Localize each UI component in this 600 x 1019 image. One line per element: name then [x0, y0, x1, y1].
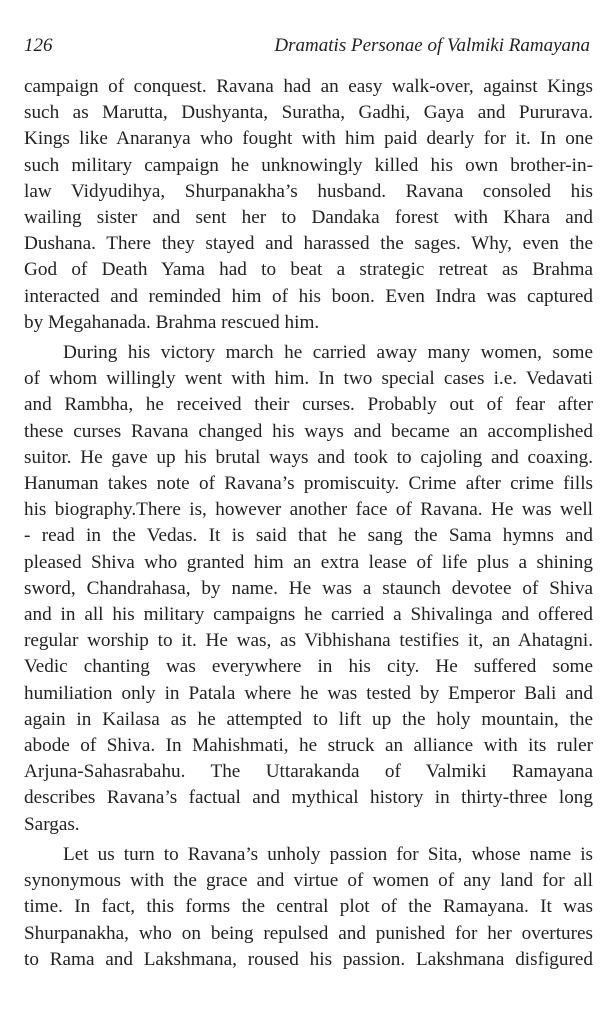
text-line: describes Ravana’s factual and mythical history in thirty-three long	[24, 787, 593, 809]
text-line: synonymous with the grace and virtue of women of any land for all	[24, 870, 593, 892]
text-line: humiliation only in Patala where he was tested by Emperor Bali and	[24, 682, 593, 704]
text-line: interacted and reminded him of his boon. Even Indra was captured	[24, 285, 593, 307]
text-line: Vedic chanting was everywhere in his city. He suffered some	[24, 656, 593, 678]
text-line: Dushana. There they stayed and harassed the sages. Why, even the	[24, 233, 593, 255]
text-line: wailing sister and sent her to Dandaka forest with Khara and	[24, 207, 593, 229]
running-title: Dramatis Personae of Valmiki Ramayana	[274, 35, 590, 56]
paragraph	[24, 74, 593, 336]
text-line: Arjuna-Sahasrabahu. The Uttarakanda of Valmiki Ramayana	[24, 761, 593, 783]
text-line: Kings like Anaranya who fought with him paid dearly for it. In one	[24, 128, 593, 150]
paragraph	[24, 842, 593, 973]
text-line: Let us turn to Ravana’s unholy passion for Sita, whose name is	[63, 843, 593, 865]
text-line: Hanuman takes note of Ravana’s promiscuity. Crime after crime fills	[24, 473, 593, 495]
text-line: and Rambha, he received their curses. Probably out of fear after	[24, 394, 593, 416]
text-line: again in Kailasa as he attempted to lift up the holy mountain, the	[24, 708, 593, 730]
text-line: pleased Shiva who granted him an extra lease of life plus a shining	[24, 551, 593, 573]
text-line: God of Death Yama had to beat a strategic retreat as Brahma	[24, 259, 593, 281]
text-line: During his victory march he carried away many women, some	[63, 342, 593, 364]
text-line: sword, Chandrahasa, by name. He was a staunch devotee of Shiva	[24, 577, 593, 599]
text-line: and in all his military campaigns he carried a Shivalinga and offered	[24, 604, 593, 626]
page-header	[24, 34, 590, 58]
body-text	[24, 74, 593, 973]
text-line: Shurpanakha, who on being repulsed and punished for her overtures	[24, 922, 593, 944]
text-line: his biography.There is, however another face of Ravana. He was well	[24, 499, 593, 521]
text-line: suitor. He gave up his brutal ways and took to cajoling and coaxing.	[24, 446, 593, 468]
text-line: Sargas.	[24, 813, 80, 835]
text-line: such as Marutta, Dushyanta, Suratha, Gadhi, Gaya and Pururava.	[24, 102, 593, 124]
text-line: to Rama and Lakshmana, roused his passion. Lakshmana disfigured	[24, 948, 593, 970]
text-line: such military campaign he unknowingly killed his own brother-in-	[24, 154, 593, 176]
text-line: time. In fact, this forms the central plot of the Ramayana. It was	[24, 896, 593, 918]
text-line: campaign of conquest. Ravana had an easy walk-over, against Kings	[24, 76, 593, 97]
text-line: by Megahanada. Brahma rescued him.	[24, 311, 320, 333]
paragraph	[24, 340, 593, 838]
text-line: - read in the Vedas. It is said that he sang the Sama hymns and	[24, 525, 593, 547]
text-line: of whom willingly went with him. In two special cases i.e. Vedavati	[24, 368, 593, 390]
text-line: abode of Shiva. In Mahishmati, he struck an alliance with its ruler	[24, 735, 593, 757]
page-number: 126	[24, 35, 53, 56]
text-line: regular worship to it. He was, as Vibhishana testifies it, an Ahatagni.	[24, 630, 593, 652]
text-line: these curses Ravana changed his ways and became an accomplished	[24, 420, 593, 442]
text-line: law Vidyudihya, Shurpanakha’s husband. Ravana consoled his	[24, 180, 593, 202]
